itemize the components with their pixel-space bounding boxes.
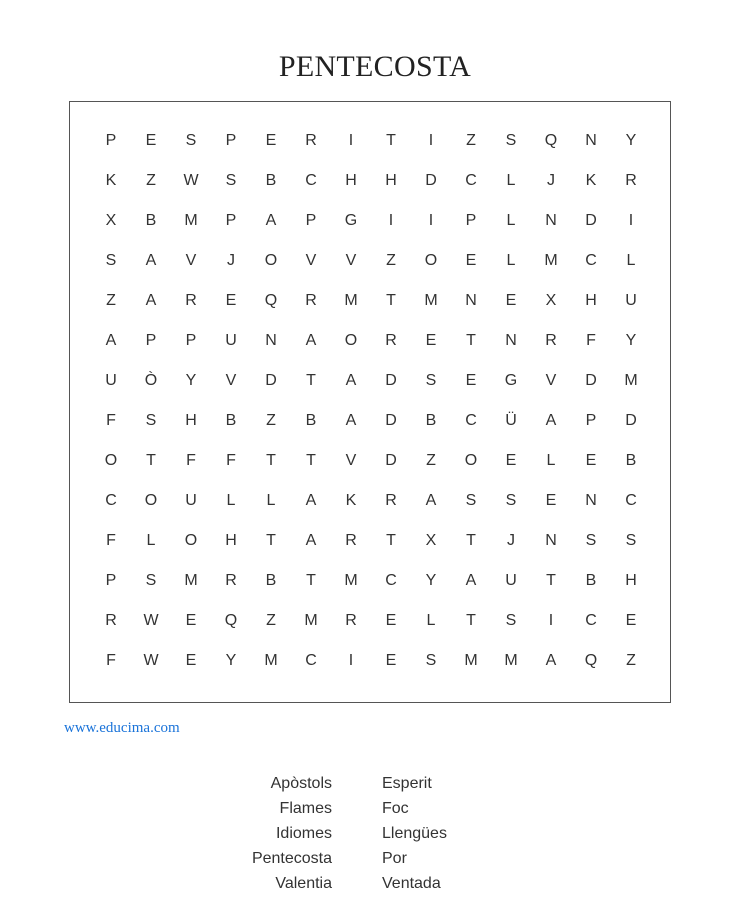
grid-cell[interactable]: R (305, 292, 317, 309)
grid-cell[interactable]: H (585, 292, 597, 309)
grid-cell[interactable]: Y (625, 132, 637, 149)
grid-cell[interactable]: B (305, 412, 317, 429)
grid-cell[interactable]: J (507, 532, 515, 549)
grid-cell[interactable]: E (505, 452, 517, 469)
grid-cell[interactable]: P (185, 332, 197, 349)
grid-cell[interactable]: Z (426, 452, 436, 469)
grid-cell[interactable]: V (545, 372, 557, 389)
grid-cell[interactable]: D (625, 412, 637, 429)
grid-cell[interactable]: A (345, 372, 357, 389)
word-list-item: Pentecosta (251, 850, 332, 867)
grid-cell[interactable]: Z (466, 132, 476, 149)
grid-cell[interactable]: U (505, 572, 517, 589)
grid-cell[interactable]: C (305, 652, 317, 669)
grid-cell[interactable]: Q (544, 132, 558, 149)
grid-cell[interactable]: T (146, 452, 156, 469)
grid-cell[interactable]: G (504, 372, 518, 389)
grid-cell[interactable]: U (225, 332, 237, 349)
grid-cell[interactable]: Y (625, 332, 637, 349)
grid-cell[interactable]: D (265, 372, 277, 389)
grid-cell[interactable]: S (145, 572, 157, 589)
grid-cell[interactable]: X (425, 532, 437, 549)
grid-cell[interactable]: L (266, 492, 276, 509)
grid-cell[interactable]: U (185, 492, 197, 509)
grid-cell[interactable]: I (388, 212, 394, 229)
grid-cell[interactable]: E (185, 612, 197, 629)
grid-cell[interactable]: M (544, 252, 558, 269)
grid-cell[interactable]: E (385, 652, 397, 669)
grid-cell[interactable]: E (145, 132, 157, 149)
grid-cell[interactable]: A (265, 212, 277, 229)
grid-cell[interactable]: I (628, 212, 634, 229)
grid-cell[interactable]: E (465, 252, 477, 269)
grid-cell[interactable]: S (585, 532, 597, 549)
grid-cell[interactable]: Y (185, 372, 197, 389)
letter-grid (91, 121, 651, 681)
grid-cell[interactable]: D (425, 172, 437, 189)
grid-cell[interactable]: N (545, 212, 557, 229)
grid-cell[interactable]: O (184, 532, 198, 549)
grid-cell[interactable]: Z (106, 292, 116, 309)
grid-cell[interactable]: I (548, 612, 554, 629)
grid-cell[interactable]: V (225, 372, 237, 389)
grid-cell[interactable]: T (266, 532, 276, 549)
grid-cell[interactable]: D (385, 412, 397, 429)
grid-cell[interactable]: E (625, 612, 637, 629)
word-list-item: Flames (279, 800, 332, 817)
grid-cell[interactable]: K (105, 172, 117, 189)
grid-cell[interactable]: N (465, 292, 477, 309)
grid-cell[interactable]: D (385, 372, 397, 389)
grid-cell[interactable]: M (344, 572, 358, 589)
grid-cell[interactable]: A (465, 572, 477, 589)
grid-cell[interactable]: P (465, 212, 477, 229)
grid-cell[interactable]: L (426, 612, 436, 629)
word-list-item: Apòstols (270, 775, 332, 792)
grid-cell[interactable]: T (466, 332, 476, 349)
grid-cell[interactable]: M (184, 212, 198, 229)
grid-cell[interactable]: E (425, 332, 437, 349)
grid-cell[interactable]: F (106, 532, 116, 549)
grid-cell[interactable]: K (585, 172, 597, 189)
grid-cell[interactable]: R (345, 532, 357, 549)
grid-cell[interactable]: D (585, 372, 597, 389)
grid-cell[interactable]: R (105, 612, 117, 629)
grid-cell[interactable]: Ü (505, 412, 517, 429)
grid-cell[interactable]: Z (386, 252, 396, 269)
grid-cell[interactable]: N (265, 332, 277, 349)
grid-cell[interactable]: O (104, 452, 118, 469)
grid-cell[interactable]: F (106, 412, 116, 429)
grid-cell[interactable]: R (545, 332, 557, 349)
grid-cell[interactable]: H (345, 172, 357, 189)
word-list-item: Por (382, 850, 407, 867)
grid-cell[interactable]: X (105, 212, 117, 229)
grid-cell[interactable]: L (506, 212, 516, 229)
grid-cell[interactable]: F (106, 652, 116, 669)
grid-cell[interactable]: F (226, 452, 236, 469)
grid-cell[interactable]: A (305, 492, 317, 509)
grid-cell[interactable]: Z (266, 412, 276, 429)
grid-cell[interactable]: P (105, 132, 117, 149)
grid-cell[interactable]: R (625, 172, 637, 189)
grid-cell[interactable]: B (225, 412, 237, 429)
grid-cell[interactable]: V (345, 452, 357, 469)
grid-cell[interactable]: Ò (144, 372, 158, 389)
grid-cell[interactable]: G (344, 212, 358, 229)
grid-cell[interactable]: S (105, 252, 117, 269)
grid-cell[interactable]: H (225, 532, 237, 549)
grid-cell[interactable]: E (185, 652, 197, 669)
grid-cell[interactable]: T (386, 292, 396, 309)
grid-cell[interactable]: I (428, 212, 434, 229)
grid-cell[interactable]: S (185, 132, 197, 149)
website-link[interactable]: www.educima.com (64, 720, 180, 736)
grid-cell[interactable]: O (144, 492, 158, 509)
grid-cell[interactable]: W (143, 652, 159, 669)
grid-cell[interactable]: O (464, 452, 478, 469)
grid-cell[interactable]: M (344, 292, 358, 309)
grid-cell[interactable]: R (305, 132, 317, 149)
word-list-left-column (252, 771, 332, 896)
grid-cell[interactable]: N (585, 492, 597, 509)
grid-cell[interactable]: R (185, 292, 197, 309)
grid-cell[interactable]: A (145, 292, 157, 309)
grid-cell[interactable]: T (306, 452, 316, 469)
grid-cell[interactable]: M (624, 372, 638, 389)
grid-cell[interactable]: T (306, 372, 316, 389)
grid-cell[interactable]: S (425, 652, 437, 669)
grid-cell[interactable]: S (625, 532, 637, 549)
grid-cell[interactable]: T (546, 572, 556, 589)
grid-cell[interactable]: P (305, 212, 317, 229)
grid-cell[interactable]: K (345, 492, 357, 509)
grid-cell[interactable]: X (545, 292, 557, 309)
grid-cell[interactable]: F (586, 332, 596, 349)
grid-cell[interactable]: I (348, 652, 354, 669)
grid-cell[interactable]: R (385, 332, 397, 349)
grid-cell[interactable]: B (585, 572, 597, 589)
grid-cell[interactable]: C (585, 252, 597, 269)
grid-cell[interactable]: C (105, 492, 117, 509)
grid-cell[interactable]: H (185, 412, 197, 429)
grid-cell[interactable]: V (185, 252, 197, 269)
grid-cell[interactable]: H (625, 572, 637, 589)
grid-cell[interactable]: I (348, 132, 354, 149)
grid-cell[interactable]: T (306, 572, 316, 589)
grid-cell[interactable]: W (143, 612, 159, 629)
grid-cell[interactable]: E (505, 292, 517, 309)
word-list-item: Valentia (275, 875, 332, 892)
grid-cell[interactable]: E (225, 292, 237, 309)
grid-cell[interactable]: B (265, 572, 277, 589)
grid-cell[interactable]: S (225, 172, 237, 189)
word-list-item: Idiomes (275, 825, 332, 842)
grid-cell[interactable]: P (145, 332, 157, 349)
grid-cell[interactable]: Z (146, 172, 156, 189)
grid-cell[interactable]: R (225, 572, 237, 589)
grid-cell[interactable]: B (265, 172, 277, 189)
grid-cell[interactable]: S (505, 132, 517, 149)
grid-cell[interactable]: L (626, 252, 636, 269)
grid-cell[interactable]: C (305, 172, 317, 189)
grid-cell[interactable]: U (105, 372, 117, 389)
grid-cell[interactable]: N (545, 532, 557, 549)
grid-cell[interactable]: T (386, 532, 396, 549)
word-list-right-column (382, 771, 447, 896)
grid-cell[interactable]: S (425, 372, 437, 389)
grid-cell[interactable]: R (345, 612, 357, 629)
grid-cell[interactable]: Y (425, 572, 437, 589)
grid-cell[interactable]: M (504, 652, 518, 669)
grid-cell[interactable]: A (105, 332, 117, 349)
grid-cell[interactable]: B (425, 412, 437, 429)
grid-cell[interactable]: E (545, 492, 557, 509)
grid-cell[interactable]: A (305, 532, 317, 549)
grid-cell[interactable]: O (264, 252, 278, 269)
grid-cell[interactable]: P (585, 412, 597, 429)
grid-cell[interactable]: P (225, 212, 237, 229)
grid-cell[interactable]: C (585, 612, 597, 629)
grid-cell[interactable]: I (428, 132, 434, 149)
grid-cell[interactable]: A (305, 332, 317, 349)
grid-cell[interactable]: C (465, 412, 477, 429)
grid-cell[interactable]: L (506, 172, 516, 189)
grid-cell[interactable]: N (505, 332, 517, 349)
grid-cell[interactable]: P (105, 572, 117, 589)
grid-cell[interactable]: Q (224, 612, 238, 629)
grid-cell[interactable]: S (505, 492, 517, 509)
grid-cell[interactable]: P (225, 132, 237, 149)
grid-cell[interactable]: D (585, 212, 597, 229)
grid-cell[interactable]: L (546, 452, 556, 469)
grid-cell[interactable]: L (226, 492, 236, 509)
grid-cell[interactable]: A (145, 252, 157, 269)
page-title: PENTECOSTA (278, 50, 472, 83)
grid-cell[interactable]: M (424, 292, 438, 309)
grid-cell[interactable]: M (264, 652, 278, 669)
grid-cell[interactable]: S (145, 412, 157, 429)
grid-cell[interactable]: N (585, 132, 597, 149)
grid-cell[interactable]: A (425, 492, 437, 509)
word-search-board (69, 101, 671, 703)
grid-cell[interactable]: T (266, 452, 276, 469)
grid-cell[interactable]: V (345, 252, 357, 269)
grid-cell[interactable]: M (304, 612, 318, 629)
grid-cell[interactable]: Q (584, 652, 598, 669)
grid-cell[interactable]: A (545, 652, 557, 669)
word-list-item: Llengües (382, 825, 447, 842)
grid-cell[interactable]: A (545, 412, 557, 429)
grid-cell[interactable]: C (465, 172, 477, 189)
grid-cell[interactable]: R (385, 492, 397, 509)
grid-cell[interactable]: F (186, 452, 196, 469)
grid-cell[interactable]: B (145, 212, 157, 229)
grid-cell[interactable]: Z (626, 652, 636, 669)
grid-cell[interactable]: J (227, 252, 235, 269)
word-list-item: Esperit (382, 775, 432, 792)
grid-cell[interactable]: Y (225, 652, 237, 669)
grid-cell[interactable]: U (625, 292, 637, 309)
grid-cell[interactable]: O (424, 252, 438, 269)
grid-cell[interactable]: A (345, 412, 357, 429)
grid-cell[interactable]: C (385, 572, 397, 589)
grid-cell[interactable]: D (385, 452, 397, 469)
grid-cell[interactable]: T (466, 532, 476, 549)
grid-cell[interactable]: L (506, 252, 516, 269)
word-list-item: Ventada (382, 875, 441, 892)
grid-cell[interactable]: O (344, 332, 358, 349)
grid-cell[interactable]: W (183, 172, 199, 189)
grid-cell[interactable]: Q (264, 292, 278, 309)
grid-cell[interactable]: E (585, 452, 597, 469)
grid-cell[interactable]: E (265, 132, 277, 149)
grid-cell[interactable]: H (385, 172, 397, 189)
grid-cell[interactable]: J (547, 172, 555, 189)
grid-cell[interactable]: E (385, 612, 397, 629)
grid-cell[interactable]: T (386, 132, 396, 149)
grid-cell[interactable]: T (466, 612, 476, 629)
word-list-item: Foc (382, 800, 409, 817)
grid-cell[interactable]: M (184, 572, 198, 589)
grid-cell[interactable]: S (505, 612, 517, 629)
grid-cell[interactable]: E (465, 372, 477, 389)
grid-cell[interactable]: Z (266, 612, 276, 629)
grid-cell[interactable]: B (625, 452, 637, 469)
grid-cell[interactable]: L (146, 532, 156, 549)
grid-cell[interactable]: S (465, 492, 477, 509)
grid-cell[interactable]: V (305, 252, 317, 269)
grid-cell[interactable]: C (625, 492, 637, 509)
grid-cell[interactable]: M (464, 652, 478, 669)
